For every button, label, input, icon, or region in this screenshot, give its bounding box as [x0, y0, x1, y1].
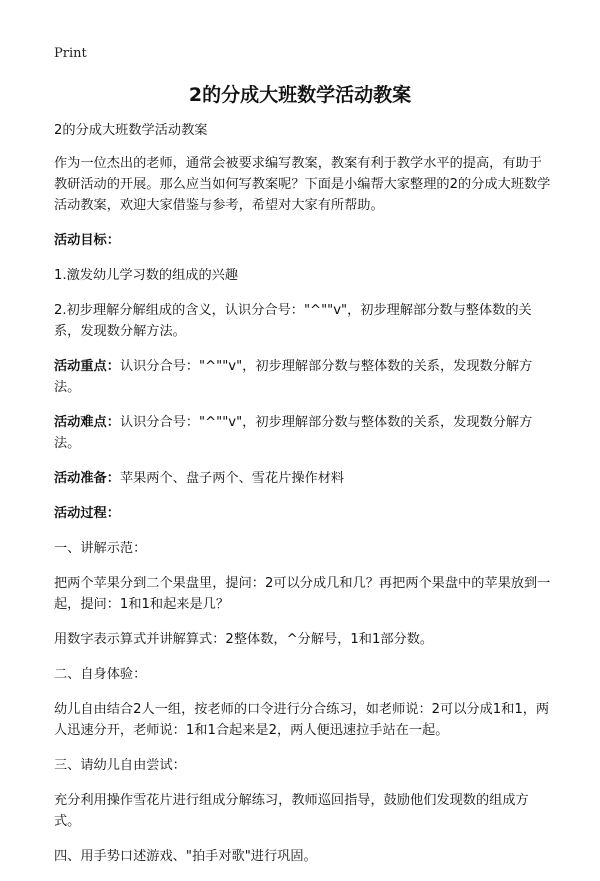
- step-3-heading: 三、请幼儿自由尝试：: [54, 758, 186, 773]
- difficulty-paragraph: [54, 412, 554, 454]
- goals-heading: 活动目标：: [54, 233, 120, 248]
- preparation-label: 活动准备：: [54, 471, 120, 486]
- print-link[interactable]: Print: [54, 46, 87, 61]
- difficulty-text: 认识分合号："^""v"，初步理解部分数与整体数的关系，发现数分解方法。: [54, 415, 533, 451]
- key-points-paragraph: [54, 356, 554, 398]
- step-2-heading: 二、自身体验：: [54, 667, 147, 682]
- key-points-label: 活动重点：: [54, 359, 120, 374]
- article-subtitle: 2的分成大班数学活动教案: [54, 123, 208, 138]
- step-1-paragraph-1: 把两个苹果分到二个果盘里，提问：2可以分成几和几？再把两个果盘中的苹果放到一起，提问：1和1和起来是几？: [54, 576, 551, 612]
- goal-item-2: 2.初步理解分解组成的含义，认识分合号："^""v"，初步理解部分数与整体数的关系，发现数分解方法。: [54, 303, 532, 339]
- goal-item-1: 1.激发幼儿学习数的组成的兴趣: [54, 268, 239, 283]
- step-3-paragraph: 充分利用操作雪花片进行组成分解练习，教师巡回指导，鼓励他们发现数的组成方式。: [54, 793, 529, 829]
- step-2-paragraph: 幼儿自由结合2人一组，按老师的口令进行分合练习，如老师说：2可以分成1和1，两人迅速分开，老师说：1和1合起来是2，两人便迅速拉手站在一起。: [54, 702, 550, 738]
- preparation-text: 苹果两个、盘子两个、雪花片操作材料: [119, 471, 345, 486]
- step-1-paragraph-2: 用数字表示算式并讲解算式：2整体数，^分解号，1和1部分数。: [54, 632, 434, 647]
- step-1-heading: 一、讲解示范：: [54, 541, 147, 556]
- difficulty-label: 活动难点：: [54, 415, 120, 430]
- process-heading: 活动过程：: [54, 506, 120, 521]
- article-body: [54, 120, 554, 881]
- page-title: 2的分成大班数学活动教案: [188, 84, 412, 106]
- preparation-paragraph: [54, 468, 554, 489]
- step-4-heading: 四、用手势口述游戏、"拍手对歌"进行巩固。: [54, 849, 317, 864]
- intro-paragraph: 作为一位杰出的老师，通常会被要求编写教案，教案有利于教学水平的提高，有助于教研活动的开展。那么应当如何写教案呢？下面是小编帮大家整理的2的分成大班数学活动教案，欢迎大家借鉴与参考，希望对大家有所帮助。: [54, 156, 551, 213]
- key-points-text: 认识分合号："^""v"，初步理解部分数与整体数的关系，发现数分解方法。: [54, 359, 533, 395]
